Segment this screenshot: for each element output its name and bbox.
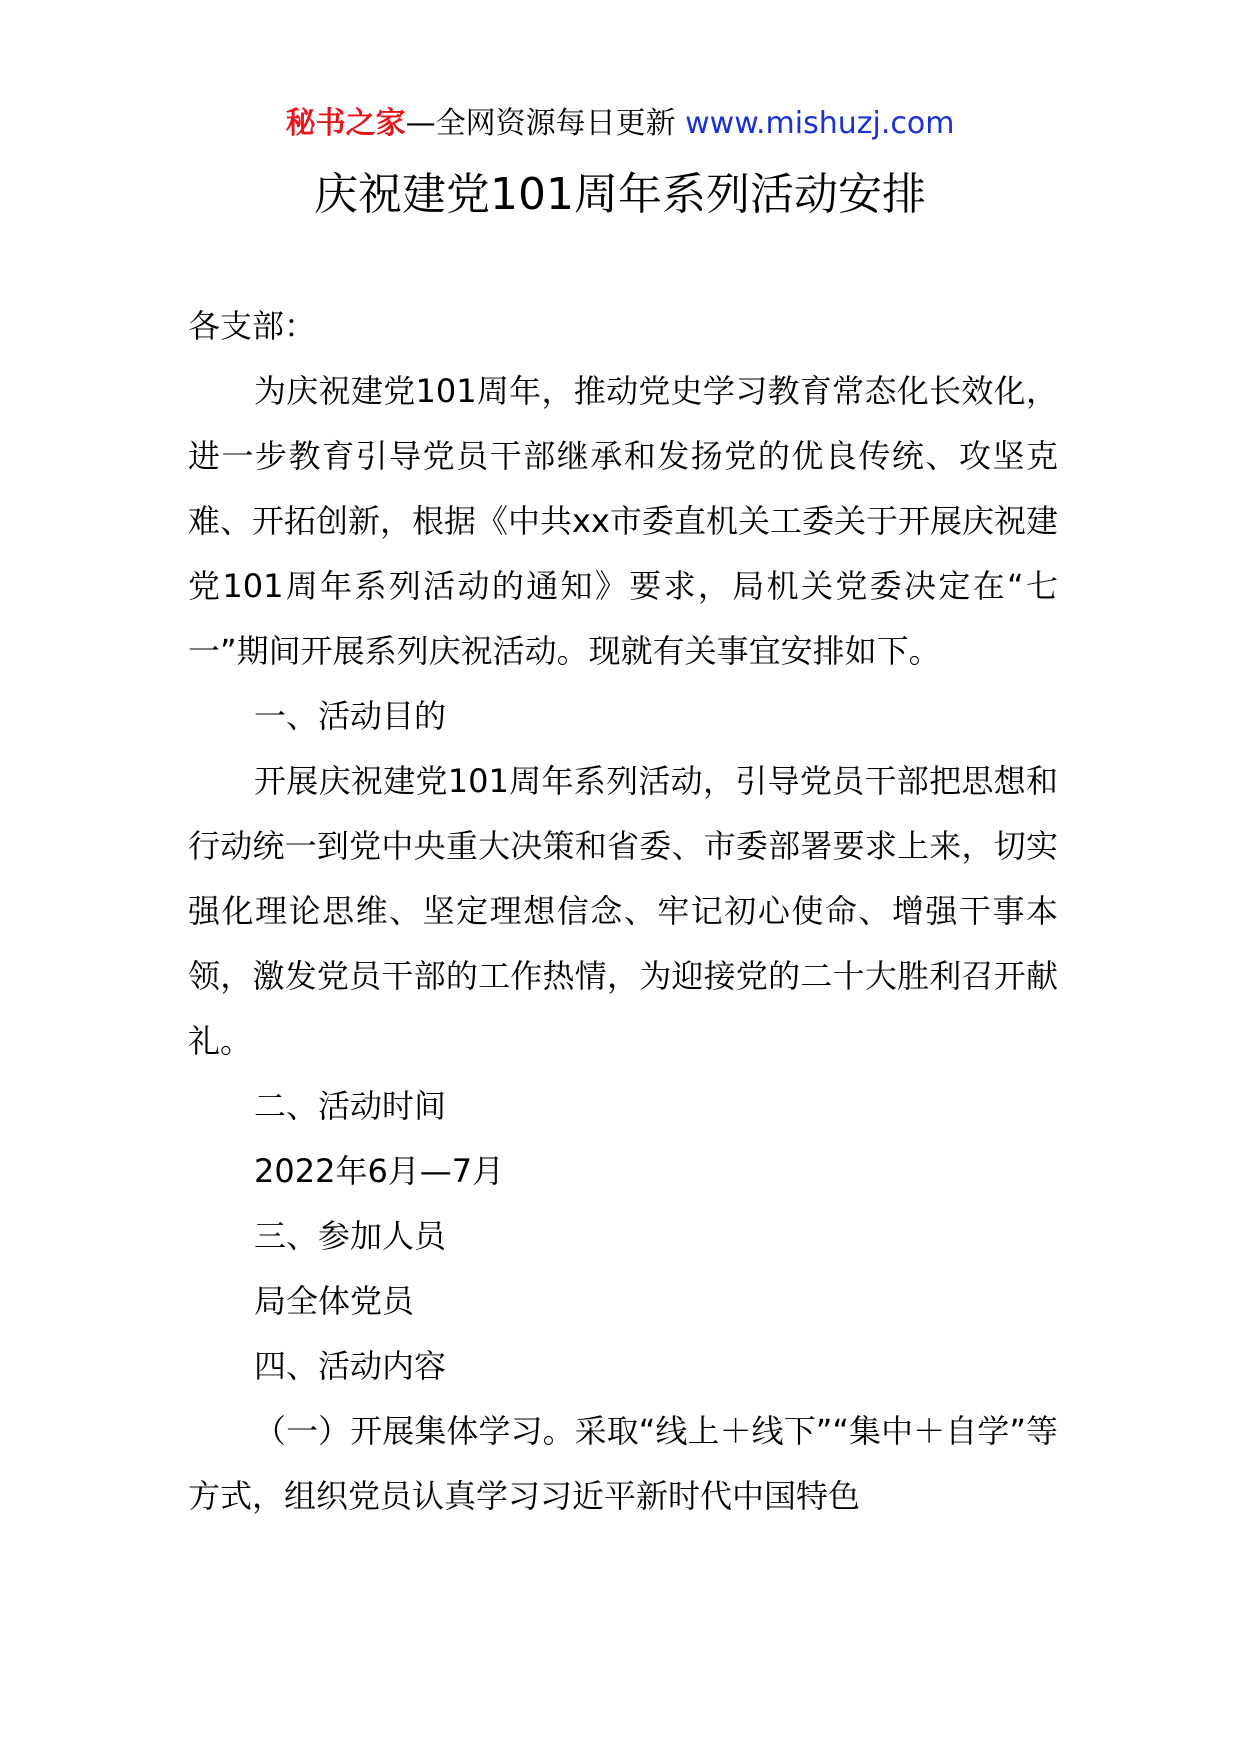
banner-brand: 秘书之家 [285, 106, 406, 141]
section-heading-time: 二、活动时间 [254, 1087, 447, 1125]
document-body [188, 294, 1058, 1529]
site-banner [0, 102, 1240, 146]
section-paragraph-participants: 局全体党员 [254, 1282, 415, 1320]
document-title: 庆祝建党101周年系列活动安排 [314, 169, 926, 220]
section-heading-purpose: 一、活动目的 [254, 697, 447, 735]
section-heading-content: 四、活动内容 [254, 1347, 447, 1385]
section-paragraph-time: 2022年6月—7月 [254, 1152, 505, 1190]
salutation: 各支部： [188, 307, 317, 345]
section-heading-participants: 三、参加人员 [254, 1217, 447, 1255]
banner-url[interactable]: www.mishuzj.com [685, 106, 955, 141]
section-paragraph-purpose: 开展庆祝建党101周年系列活动，引导党员干部把思想和行动统一到党中央重大决策和省委、市委部署要求上来，切实强化理论思维、坚定理想信念、牢记初心使命、增强干事本领，激发党员干部的工作热情，为迎接党的二十大胜利召开献礼。 [188, 762, 1058, 1060]
banner-tagline: —全网资源每日更新 [405, 106, 676, 141]
section-paragraph-content: （一）开展集体学习。采取“线上＋线下”“集中＋自学”等方式，组织党员认真学习习近平新时代中国特色 [188, 1412, 1058, 1515]
intro-paragraph: 为庆祝建党101周年，推动党史学习教育常态化长效化，进一步教育引导党员干部继承和发扬党的优良传统、攻坚克难、开拓创新，根据《中共xx市委直机关工委关于开展庆祝建党101周年系列活动的通知》要求，局机关党委决定在“七一”期间开展系列庆祝活动。现就有关事宜安排如下。 [188, 372, 1058, 670]
